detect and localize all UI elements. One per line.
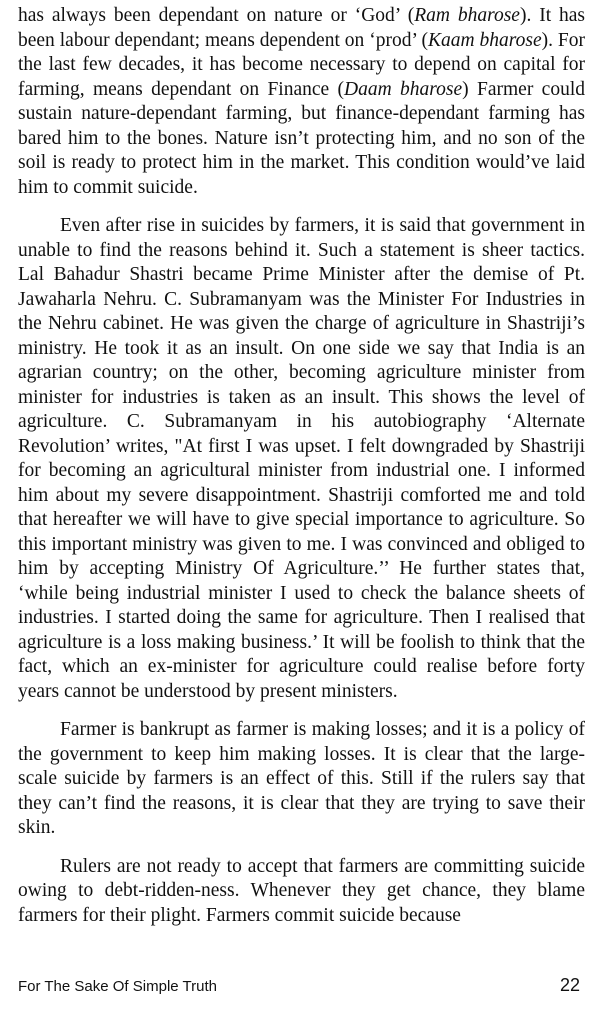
- paragraph-1: [18, 4, 585, 200]
- paragraph-1-text-3: ). For the last few decades, it has become necessary to depend on capital for farming, means dependant on Finance (: [18, 29, 586, 100]
- paragraph-3: [18, 718, 585, 841]
- paragraph-1-italic-ram-bharose: Ram bharose: [414, 5, 520, 26]
- footer-book-title: For The Sake Of Simple Truth: [18, 978, 217, 995]
- page-footer: [18, 975, 580, 999]
- page-body: [18, 4, 585, 942]
- paragraph-1-text-4: ) Farmer could sustain nature-dependant farming, but finance-dependant farming has bared him to the bones. Nature isn’t protecting him, and no son of the soil is ready to protect him in the market. This condition would’ve laid him to commit suicide.: [18, 78, 585, 198]
- paragraph-3-text: Farmer is bankrupt as farmer is making losses; and it is a policy of the government to keep him making losses. It is clear that the large-scale suicide by farmers is an effect of this. Still if the rulers say that they can’t find the reasons, it is clear that they are trying to save their skin.: [18, 719, 585, 838]
- paragraph-4: [18, 855, 585, 929]
- paragraph-1-text-2: ). It has been labour dependant; means dependent on ‘prod’ (: [18, 5, 585, 51]
- page-number: 22: [559, 975, 580, 995]
- paragraph-1-text-1: has always been dependant on nature or ‘God’ (: [18, 5, 415, 26]
- paragraph-4-text: Rulers are not ready to accept that farmers are committing suicide owing to debt-ridden-ness. Whenever they get chance, they blame farmers for their plight. Farmers commit suicide because: [18, 855, 585, 926]
- paragraph-2: [18, 214, 585, 704]
- paragraph-1-italic-kaam-bharose: Kaam bharose: [427, 29, 542, 51]
- paragraph-1-italic-daam-bharose: Daam bharose: [344, 78, 463, 100]
- paragraph-2-text: Even after rise in suicides by farmers, it is said that government in unable to find the reasons behind it. Such a statement is sheer tactics. Lal Bahadur Shastri became Prime Minister after the demise of Pt. Jawaharla Nehru. C. Subramanyam was the Minister For Industries in the Nehru cabinet. He was given the charge of agriculture in Shastriji’s ministry. He took it as an insult. On one side we say that India is an agrarian country; on the other, becoming agriculture minister from minister for industries is taken as an insult. This shows the level of agriculture. C. Subramanyam in his autobiography ‘Alternate Revolution’ writes, "At first I was upset. I felt downgraded by Shastriji for becoming an agricultural minister from industrial one. I informed him about my severe disappointment. Shastriji comforted me and told that hereafter we will have to give special importance to agriculture. So this important ministry was given to me. I was convinced and obliged to him by accepting Ministry Of Agriculture.’’ He further states that, ‘while being industrial minister I used to check the balance sheets of industries. I started doing the same for agriculture. Then I realised that agriculture is a loss making business.’ It will be foolish to think that the fact, which an ex-minister for agriculture could realise before forty years cannot be understood by present ministers.: [18, 215, 585, 702]
